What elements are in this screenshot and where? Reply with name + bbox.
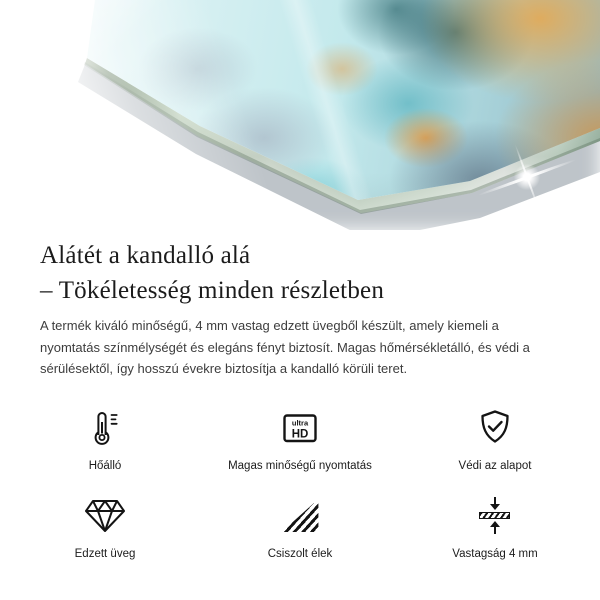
section-title-line-1: Alátét a kandalló alá [40, 242, 251, 269]
feature-label: Edzett üveg [74, 547, 136, 560]
ultra-hd-icon [280, 406, 320, 450]
svg-text:HD: HD [291, 428, 309, 440]
features-grid [0, 406, 600, 565]
feature-polished-edges [268, 494, 333, 565]
feature-label: Magas minőségű nyomtatás [228, 459, 372, 472]
section-title [40, 238, 560, 308]
feature-label: Vastagság 4 mm [452, 547, 538, 560]
feature-heat-resistant [85, 406, 125, 477]
section-title-line-2: – Tökéletesség minden részletben [40, 277, 385, 304]
feature-base-protection [459, 406, 532, 477]
feature-tempered-glass [75, 494, 136, 565]
feature-label: Csiszolt élek [267, 547, 333, 560]
product-image [0, 0, 600, 230]
shield-check-icon [475, 406, 515, 450]
diamond-icon [82, 494, 128, 538]
product-description: A termék kiváló minőségű, 4 mm vastag edzett üvegből készült, amely kiemeli a nyomtatás színmélységét és elegáns fényt biztosít. Magas hőmérsékletálló, és védi a sérülésektől, így hosszú évekre biztosítja a kandalló körüli teret. [40, 318, 530, 376]
feature-thickness [452, 494, 537, 565]
feature-print-quality [228, 406, 372, 477]
thickness-icon [475, 494, 515, 538]
thermometer-icon [85, 406, 125, 450]
feature-label: Védi az alapot [458, 459, 532, 472]
svg-text:ultra: ultra [291, 418, 309, 427]
polished-edges-icon [280, 494, 320, 538]
feature-label: Hőálló [88, 459, 122, 472]
